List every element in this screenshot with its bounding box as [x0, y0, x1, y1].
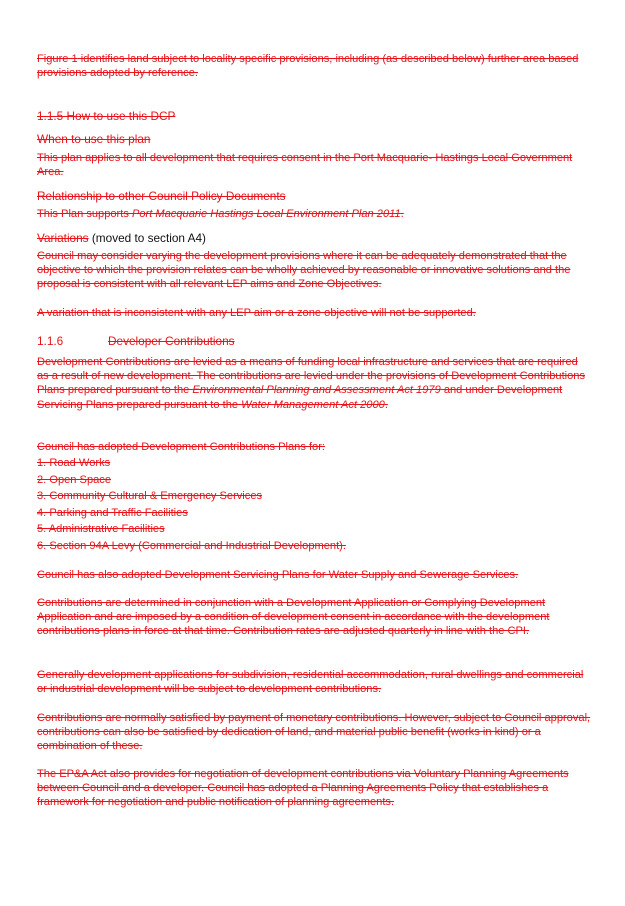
- figure-1-link[interactable]: Figure 1: [37, 53, 78, 65]
- section-1-1-6-number: 1.1.6: [37, 334, 64, 348]
- intro-paragraph: [37, 52, 592, 80]
- epa-act-title: Environmental Planning and Assessment Act 1979: [192, 384, 441, 397]
- variations-body-2: A variation that is inconsistent with any LEP aim or a zone objective will not be supported.: [37, 307, 476, 319]
- list-item: 2. Open Space: [37, 473, 112, 486]
- list-item: 4. Parking and Traffic Facilities: [37, 506, 188, 519]
- list-item: 3. Community Cultural & Emergency Services: [37, 490, 263, 503]
- contributions-plans-list: [37, 455, 592, 555]
- applications-paragraph: Generally development applications for subdivision, residential accommodation, rural dwellings and commercial or industrial development will be subject to development contributions.: [37, 669, 584, 696]
- plans-intro: Council has adopted Development Contributions Plans for:: [37, 441, 325, 453]
- list-item: 5. Administrative Facilities: [37, 523, 165, 536]
- variations-heading: Variations: [37, 231, 89, 245]
- relationship-body-prefix: This Plan supports: [37, 208, 132, 220]
- list-item: 1. Road Works: [37, 457, 111, 469]
- para1-part-a: Development Contributions are levied as a means of funding local infrastructure and services that are required as a result of new development. The contributions are levied under the provisions of Development Contributions Plans prepared pursuant to the: [37, 356, 586, 397]
- water-act-title: Water Management Act 2000: [241, 398, 385, 411]
- relationship-heading: Relationship to other Council Policy Documents: [37, 189, 286, 203]
- variations-heading-line: [37, 231, 592, 246]
- lep-2011-title: Port Macquarie Hastings Local Environment Plan 2011: [131, 208, 401, 220]
- satisfaction-paragraph: Contributions are normally satisfied by payment of monetary contributions. However, subject to Council approval, contributions can also be satisfied by dedication of land, and material public benefit (works in kind) or a combination of these.: [37, 712, 591, 753]
- determination-paragraph: Contributions are determined in conjunction with a Development Application or Complying Development Application and are imposed by a condition of development consent in accordance with the development contributions plans in force at that time. Contribution rates are adjusted quarterly in line with the CPI.: [37, 597, 550, 638]
- when-to-use-heading: When to use this plan: [37, 132, 151, 146]
- intro-text: identifies land subject to locality specific provisions, including (as described below) further area based provisions adopted by reference.: [37, 53, 579, 80]
- relationship-body-suffix: .: [400, 208, 404, 220]
- section-1-1-6-title: Developer Contributions: [108, 334, 235, 348]
- when-to-use-body: This plan applies to all development that requires consent in the Port Macquarie- Hastings Local Government Area.: [37, 152, 573, 179]
- para1-part-b: and under Development Servicing Plans prepared pursuant to the: [37, 384, 563, 411]
- section-1-1-6-heading: [37, 334, 592, 349]
- planning-agreements-paragraph: The EP&A Act also provides for negotiation of development contributions via Voluntary Planning Agreements between Council and a developer. Council has adopted a Planning Agreements Policy that establishes a framework for negotiation and public notification of planning agreements.: [37, 768, 569, 809]
- section-1-1-5-heading: 1.1.5 How to use this DCP: [37, 109, 176, 123]
- list-item: 6. Section 94A Levy (Commercial and Industrial Development).: [37, 539, 346, 552]
- relationship-body: [37, 207, 592, 221]
- variations-body-1: Council may consider varying the development provisions where it can be adequately demonstrated that the objective to which the provision relates can be wholly achieved by reasonable or innovative solutions and the proposal is consistent with all relevant LEP aims and Zone Objectives.: [37, 250, 571, 291]
- para1-part-c: .: [384, 398, 388, 411]
- variations-moved-note: (moved to section A4): [88, 231, 206, 245]
- servicing-plans-paragraph: Council has also adopted Development Servicing Plans for Water Supply and Sewerage Services.: [37, 569, 519, 581]
- contributions-paragraph-1: [37, 355, 592, 412]
